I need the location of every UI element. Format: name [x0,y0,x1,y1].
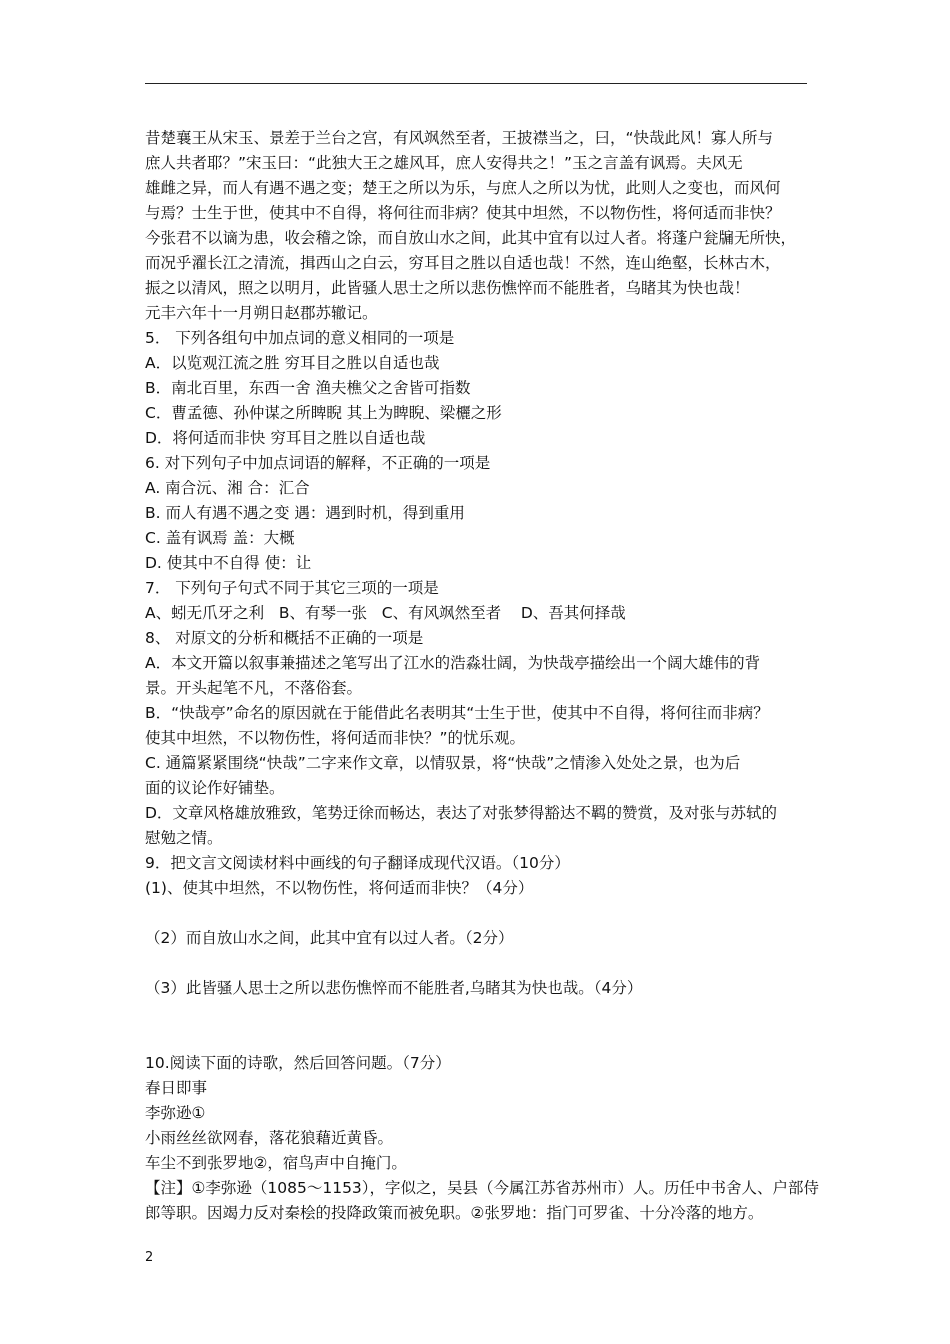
passage-line: 与焉？士生于世，使其中不自得，将何往而非病？使其中坦然，不以物伤性，将何适而非快？ [145,204,781,222]
question-stem: 10.阅读下面的诗歌，然后回答问题。（7分） [145,1054,451,1072]
passage-signature: 元丰六年十一月朔日赵郡苏辙记。 [145,304,378,322]
option-text: 景。开头起笔不凡，不落俗套。 [145,679,363,697]
poem-line: 车尘不到张罗地②，宿鸟声中自掩门。 [145,1154,407,1172]
option-text: C. 通篇紧紧围绕“快哉”二字来作文章，以情驭景，将“快哉”之情渗入处处之景，也为后 [145,754,741,772]
document-body [145,126,820,1226]
passage-line: 今张君不以谪为患，收会稽之馀，而自放山水之间，此其中宜有以过人者。将蓬户瓮牖无所快， [145,229,797,247]
passage-line: 而况乎濯长江之清流，揖西山之白云，穷耳目之胜以自适也哉！不然，连山绝壑，长林古木， [145,254,781,272]
question-stem: 5． 下列各组句中加点词的意义相同的一项是 [145,329,455,347]
option-text: 面的议论作好铺垫。 [145,779,285,797]
option-text: 慰勉之情。 [145,829,223,847]
option-c: C．曹孟德、孙仲谋之所睥睨 其上为睥睨、梁欐之形 [145,404,502,422]
question-stem: 8、 对原文的分析和概括不正确的一项是 [145,629,424,647]
translation-item: （3）此皆骚人思士之所以悲伤憔悴而不能胜者,乌睹其为快也哉。（4分） [145,979,643,997]
passage-line: 昔楚襄王从宋玉、景差于兰台之宫，有风飒然至者，王披襟当之，曰，“快哉此风！寡人所与 [145,129,774,147]
translation-item: (1)、使其中坦然，不以物伤性，将何适而非快？（4分） [145,879,534,897]
question-7 [145,576,807,626]
question-stem: 7． 下列句子句式不同于其它三项的一项是 [145,579,439,597]
option-c: C. 盖有讽焉 盖：大概 [145,529,295,547]
poem-line: 小雨丝丝欲网春，落花狼藉近黄昏。 [145,1129,394,1147]
poem-author: 李弥逊① [145,1104,206,1122]
page-number: 2 [145,1250,154,1265]
option-a: A．以览观江流之胜 穷耳目之胜以自适也哉 [145,354,440,372]
question-8 [145,626,807,851]
option-a: A. 南合沅、湘 合：汇合 [145,479,310,497]
option-text: 使其中坦然，不以物伤性，将何适而非快？”的忧乐观。 [145,729,526,747]
question-5 [145,326,807,451]
poem-note: 【注】①李弥逊（1085～1153），字似之，吴县（今属江苏省苏州市）人。历任中书舍人、户部侍 [145,1179,820,1197]
question-6 [145,451,807,576]
passage-line: 庶人共者耶？”宋玉曰：“此独大王之雄风耳，庶人安得共之！”玉之言盖有讽焉。夫风无 [145,154,743,172]
passage-line: 振之以清风，照之以明月，此皆骚人思士之所以悲伤憔悴而不能胜者，乌睹其为快也哉！ [145,279,750,297]
passage-line: 雄雌之异，而人有遇不遇之变；楚王之所以为乐，与庶人之所以为忧，此则人之变也，而风何 [145,179,781,197]
question-10 [145,1051,820,1226]
translation-item: （2）而自放山水之间，此其中宜有以过人者。（2分） [145,929,514,947]
option-b: B．南北百里，东西一舍 渔夫樵父之舍皆可指数 [145,379,471,397]
option-text: D．文章风格雄放雅致，笔势迂徐而畅达，表达了对张梦得豁达不羁的赞赏，及对张与苏轼的 [145,804,777,822]
option-d: D．将何适而非快 穷耳目之胜以自适也哉 [145,429,426,447]
poem-note: 郎等职。因竭力反对秦桧的投降政策而被免职。②张罗地：指门可罗雀、十分冷落的地方。 [145,1204,764,1222]
question-9 [145,851,807,1051]
question-stem: 6. 对下列句子中加点词语的解释，不正确的一项是 [145,454,491,472]
options-line: A、蚓无爪牙之利 B、有琴一张 C、有风飒然至者 D、吾其何择哉 [145,604,626,622]
question-stem: 9．把文言文阅读材料中画线的句子翻译成现代汉语。（10分） [145,854,570,872]
option-text: B．“快哉亭”命名的原因就在于能借此名表明其“士生于世，使其中不自得，将何往而非病？ [145,704,769,722]
poem-title: 春日即事 [145,1079,208,1097]
header-rule [145,83,807,84]
option-text: A．本文开篇以叙事兼描述之笔写出了江水的浩淼壮阔，为快哉亭描绘出一个阔大雄伟的背 [145,654,761,672]
passage [145,126,807,326]
option-b: B. 而人有遇不遇之变 遇：遇到时机，得到重用 [145,504,465,522]
option-d: D. 使其中不自得 使：让 [145,554,312,572]
